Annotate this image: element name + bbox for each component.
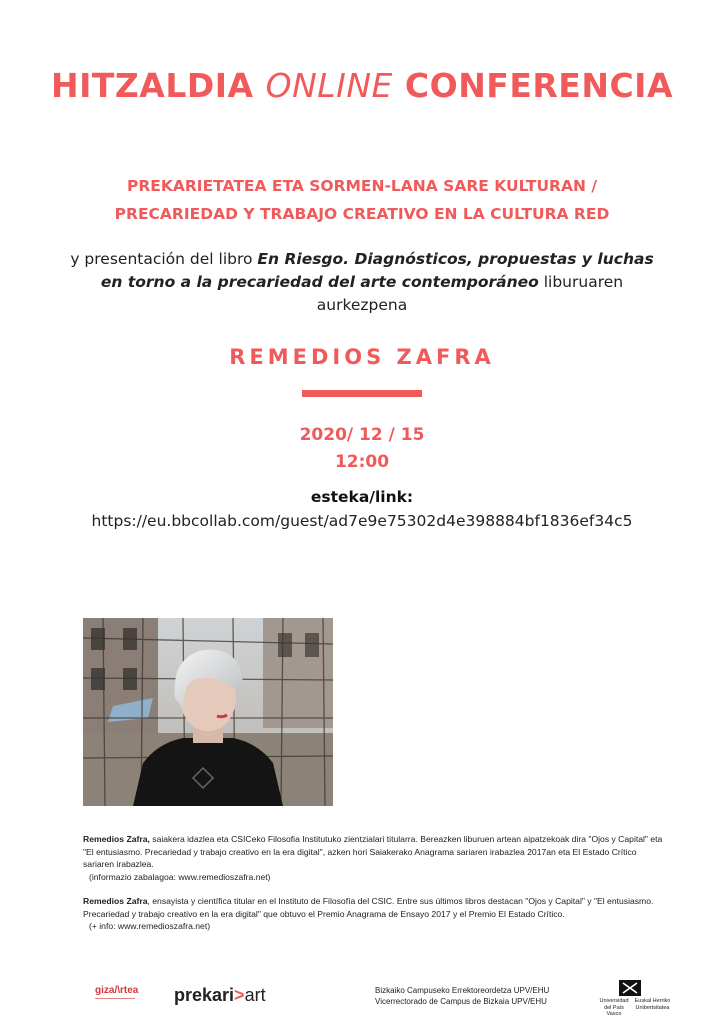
divider-bar [302, 390, 422, 397]
meeting-link[interactable]: https://eu.bbcollab.com/guest/ad7e9e75302d4e398884bf1836ef34c5 [91, 512, 633, 530]
gizartea-logo-text: giza/\rtea [95, 985, 139, 996]
schedule [0, 422, 724, 476]
bio-spanish-info: (+ info: www.remedioszafra.net) [89, 921, 211, 931]
upv-line-1: Universidad [599, 998, 629, 1004]
title-part2: CONFERENCIA [404, 66, 674, 105]
book-presentation [0, 248, 724, 317]
subtitle-line-1: PREKARIETATEA ETA SORMEN-LANA SARE KULTURAN / [126, 177, 597, 195]
event-time: 12:00 [334, 452, 390, 472]
bio-spanish [83, 895, 663, 933]
gizartea-logo [95, 985, 138, 1009]
speaker-name: REMEDIOS ZAFRA [229, 345, 495, 369]
bio-spanish-text: , ensayista y científica titular en el Instituto de Filosofía del CSIC. Entre sus últimos libros destacan "Ojos y Capital" y "El entusiasmo. Precariedad y trabajo creativo en la era digital" que obtuvo el Premio Anagrama de Ensayo 2017 y el Premio El Estado Crítico. [83, 896, 654, 919]
book-title-2: en torno a la precariedad del arte contemporáneo [100, 273, 539, 291]
upv-ehu-logo [596, 980, 671, 1016]
bio-basque [83, 833, 663, 883]
upv-name [596, 998, 632, 1018]
upv-ehu-emblem-icon [619, 980, 641, 996]
talk-subtitle [0, 172, 724, 228]
gizartea-logo-underline [95, 998, 135, 1009]
bio-basque-info: (informazio zabalagoa: www.remedioszafra.net) [89, 871, 271, 882]
ehu-name [634, 998, 671, 1011]
bio-basque-text: saiakera idazlea eta CSICeko Filosofia Institutuko zientzialari titularra. Bereazken liburuen artean aipatzekoak dira "Ojos y Capital" eta "El entusiasmo. Precariedad y trabajo creativo en la era digital", azken hori Saiakerako Anagrama sariaren irabazlea 2017an eta El Estado Crítico sariaren irabazlea. [83, 834, 663, 869]
prekariart-suffix: art [244, 985, 266, 1005]
event-date: 2020/ 12 / 15 [299, 425, 425, 445]
book-title-1: En Riesgo. Diagnósticos, propuestas y luchas [257, 250, 654, 268]
intro-suffix-1: liburuaren [543, 273, 624, 291]
prekariart-logo [174, 985, 266, 1006]
campus-line-1: Bizkaiko Campuseko Errektoreordetza UPV/EHU [375, 986, 550, 995]
page-title [0, 66, 724, 105]
ehu-line-1: Euskal Herriko [634, 998, 671, 1004]
speaker-photo-image [83, 618, 333, 806]
bio-basque-name: Remedios Zafra, [83, 834, 150, 844]
upv-line-2: del País Vasco [604, 1004, 624, 1017]
prekariart-prefix: prekari [174, 985, 235, 1005]
speaker-photo [83, 618, 333, 806]
prekariart-arrow-icon: > [234, 985, 245, 1005]
campus-text [375, 985, 549, 1007]
ehu-line-2: Unibertsitatea [635, 1004, 670, 1011]
link-label: esteka/link: [310, 488, 414, 506]
campus-line-2: Vicerrectorado de Campus de Bizkaia UPV/EHU [375, 997, 547, 1006]
bio-spanish-name: Remedios Zafra [83, 896, 148, 906]
intro-prefix: y presentación del libro [70, 250, 253, 268]
intro-suffix-2: aurkezpena [316, 296, 408, 314]
title-online: ONLINE [265, 66, 393, 105]
title-part1: HITZALDIA [50, 66, 254, 105]
subtitle-line-2: PRECARIEDAD Y TRABAJO CREATIVO EN LA CULTURA RED [114, 205, 610, 223]
